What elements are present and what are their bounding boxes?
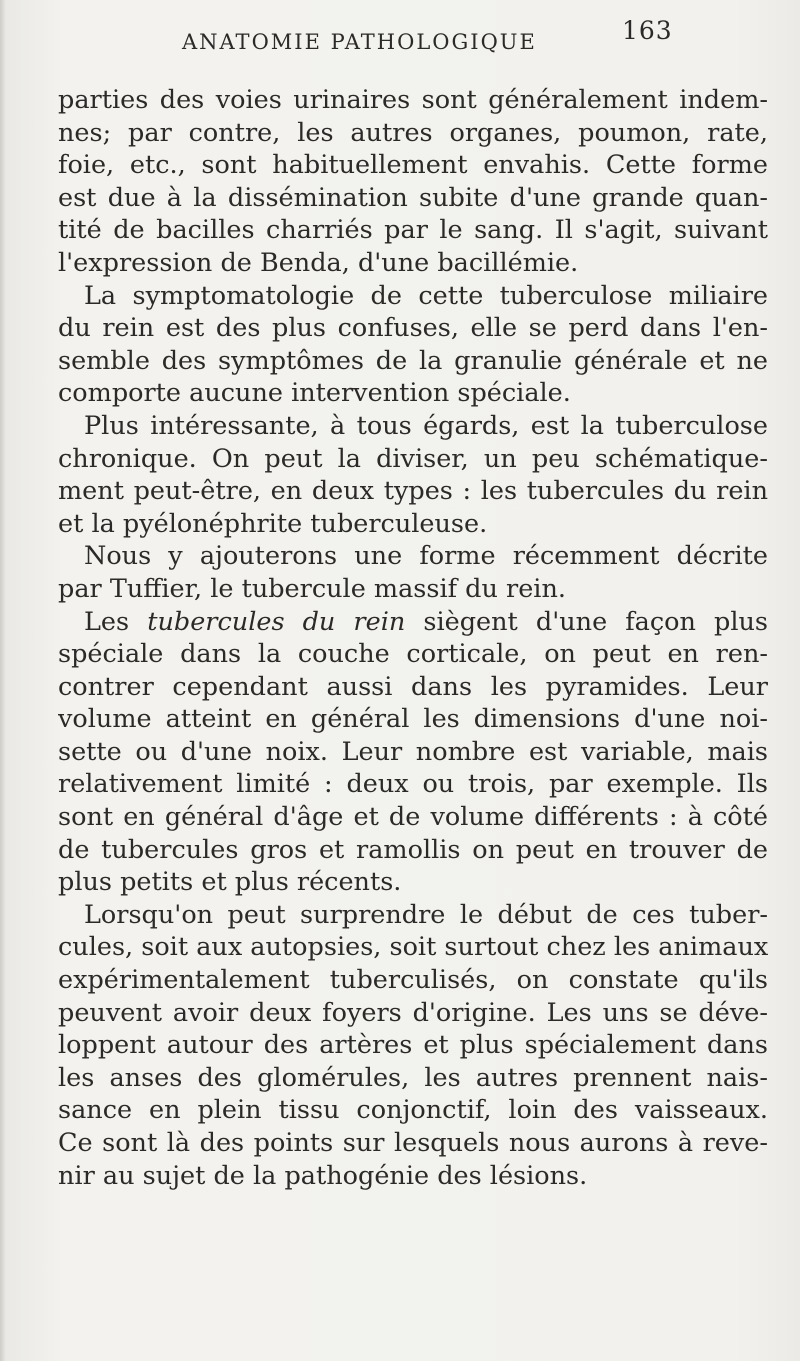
text-line: par Tuffier, le tubercule massif du rein. [58,573,566,604]
text-line: foie, etc., sont habituellement envahis. Cette forme [58,150,768,181]
body-text [58,84,768,1192]
text-line: volume atteint en général les dimensions d'une noi- [58,704,768,735]
running-head: ANATOMIE PATHOLOGIQUE [182,30,537,54]
text-line: expérimentalement tuberculisés, on constate qu'ils [58,965,768,996]
text-line: Nous y ajouterons une forme récemment décrite [84,541,768,572]
text-line: loppent autour des artères et plus spécialement dans [58,1030,768,1061]
tubercules-paragraph-first-line [58,606,768,639]
text-line: contrer cependant aussi dans les pyramides. Leur [58,671,768,702]
text-line: Lorsqu'on peut surprendre le début de ces tuber- [84,899,768,930]
text-line: les anses des glomérules, les autres prennent nais- [58,1062,768,1093]
text-line: relativement limité : deux ou trois, par exemple. Ils [58,769,768,800]
text-line: nes; par contre, les autres organes, poumon, rate, [58,117,768,148]
text-line: spéciale dans la couche corticale, on peut en ren- [58,639,768,670]
text-line: La symptomatologie de cette tuberculose miliaire [84,280,768,311]
text-line: semble des symptômes de la granulie générale et ne [58,345,768,376]
text-line: cules, soit aux autopsies, soit surtout chez les animaux [58,932,768,963]
text-line: est due à la dissémination subite d'une grande quan- [58,182,768,213]
text-line: sance en plein tissu conjonctif, loin des vaisseaux. [58,1095,768,1126]
text-line: chronique. On peut la diviser, un peu schématique- [58,443,768,474]
text-line: comporte aucune intervention spéciale. [58,378,571,409]
text-line: l'expression de Benda, d'une bacillémie. [58,247,579,278]
text-line: nir au sujet de la pathogénie des lésions. [58,1160,588,1191]
text-line: sette ou d'une noix. Leur nombre est variable, mais [58,736,768,767]
text-line: Ce sont là des points sur lesquels nous aurons à reve- [58,1128,768,1158]
text-line: sont en général d'âge et de volume différents : à côté [58,802,768,833]
paragraph-lead-word: Les [84,606,130,637]
page-number: 163 [622,16,673,45]
text-line: de tubercules gros et ramollis on peut en trouver de [58,834,768,865]
text-line: Plus intéressante, à tous égards, est la tuberculose [84,410,768,441]
text-line: tité de bacilles charriés par le sang. Il s'agit, suivant [58,215,768,246]
text-line: parties des voies urinaires sont généralement indem- [58,85,768,115]
text-line: peuvent avoir deux foyers d'origine. Les uns se déve- [58,997,768,1028]
text-line: et la pyélonéphrite tuberculeuse. [58,508,488,539]
text-line: ment peut-être, en deux types : les tubercules du rein [58,476,768,507]
page-gutter-shadow [0,0,6,1361]
text-line: du rein est des plus confuses, elle se perd dans l'en- [58,313,768,344]
text-line-rest: siègent d'une façon plus [423,606,768,637]
text-line: plus petits et plus récents. [58,867,402,898]
italic-term: tubercules du rein [147,606,406,637]
